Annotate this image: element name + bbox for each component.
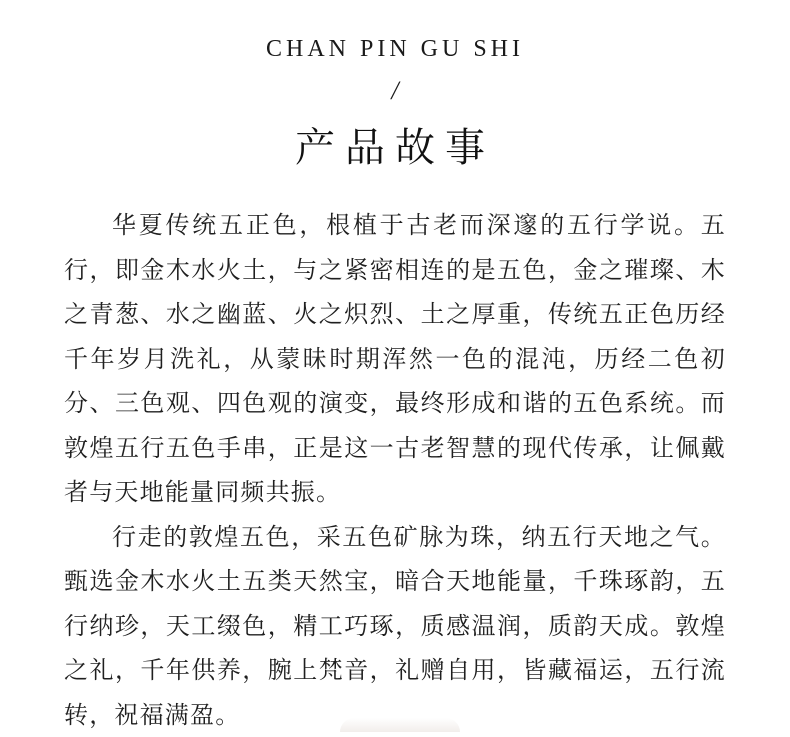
story-content [64,203,726,737]
bottom-decoration [340,718,460,732]
story-paragraph-1: 华夏传统五正色，根植于古老而深邃的五行学说。五行，即金木水火土，与之紧密相连的是五色，金之璀璨、木之青葱、水之幽蓝、火之炽烈、土之厚重，传统五正色历经千年岁月洗礼，从蒙昧时期浑然一色的混沌，历经二色初分、三色观、四色观的演变，最终形成和谐的五色系统。而敦煌五行五色手串，正是这一古老智慧的现代传承，让佩戴者与天地能量同频共振。 [64,203,726,515]
pinyin-subtitle: CHAN PIN GU SHI [0,36,790,63]
story-paragraph-2: 行走的敦煌五色，采五色矿脉为珠，纳五行天地之气。甄选金木水火土五类天然宝，暗合天地能量，千珠琢韵，五行纳珍，天工缀色，精工巧琢，质感温润，质韵天成。敦煌之礼，千年供养，腕上梵音，礼赠自用，皆藏福运，五行流转，祝福满盈。 [64,515,726,737]
slash-divider: / [0,76,790,106]
page-title: 产品故事 [0,116,790,173]
